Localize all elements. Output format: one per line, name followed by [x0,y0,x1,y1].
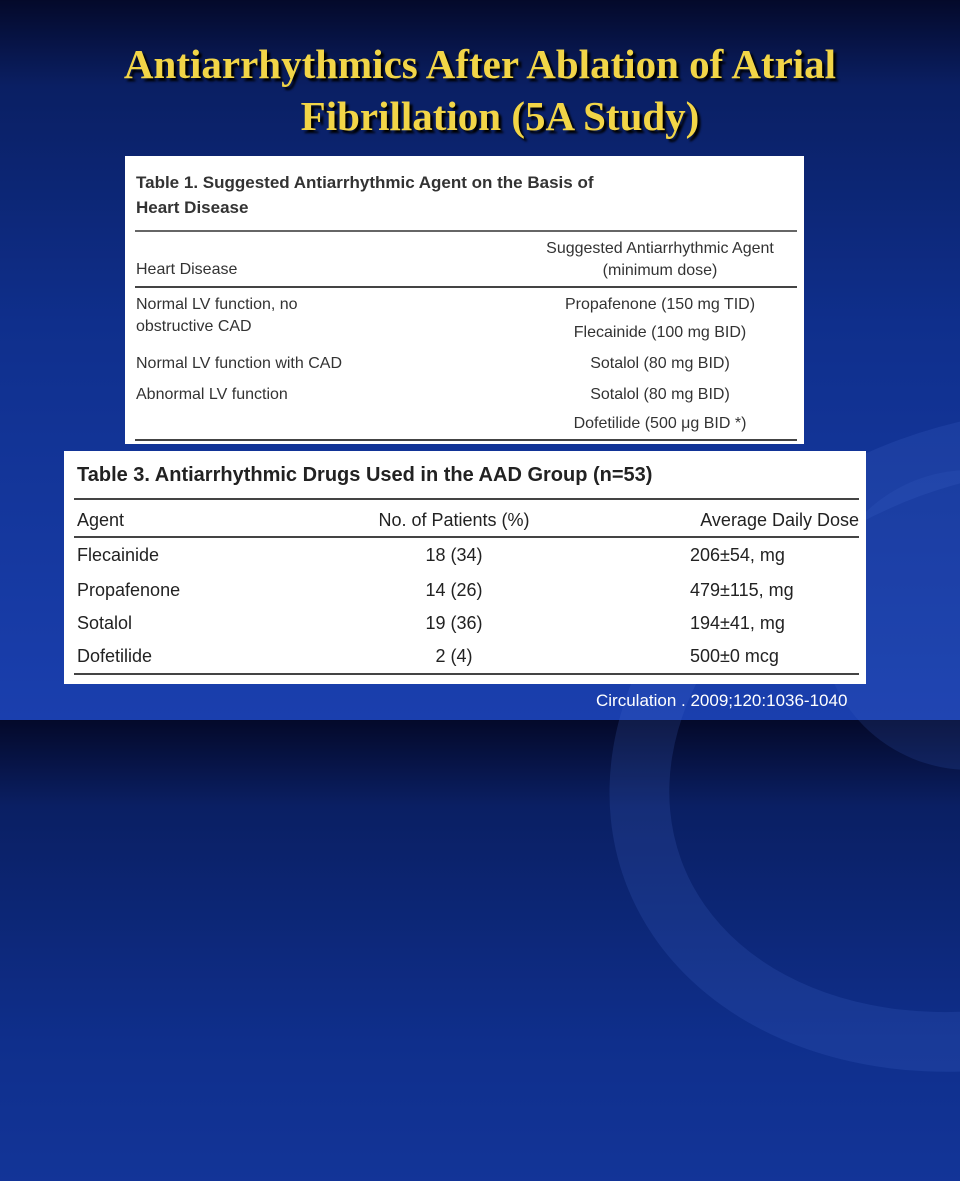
table-1-row-disease: Normal LV function, no [136,296,298,313]
table-1-row-disease: obstructive CAD [136,318,252,335]
table-1-bottom-rule [135,439,797,441]
table-3 [64,451,866,684]
table-3-row-dose: 500±0 mcg [690,646,779,666]
citation: Circulation . 2009;120:1036-1040 [596,691,848,710]
table-3-row-agent: Propafenone [77,580,181,600]
table-3-bottom-rule [74,673,859,675]
table-3-row-dose: 206±54, mg [690,545,785,565]
table-1-row-disease: Normal LV function with CAD [136,355,342,372]
table-1-row-agent: Flecainide (100 mg BID) [573,324,747,341]
slide-title-line-2: Fibrillation (5A Study) [300,93,700,139]
table-1-row-agent: Dofetilide (500 μg BID *) [573,415,747,432]
table-3-row-patients: 14 (26) [425,580,483,600]
table-1-row-agent: Propafenone (150 mg TID) [564,296,756,313]
table-3-header-dose: Average Daily Dose [700,510,859,530]
table-3-row-patients: 19 (36) [425,613,483,633]
table-1-top-rule [135,230,797,232]
table-1-header-disease: Heart Disease [136,261,238,278]
table-3-header-patients: No. of Patients (%) [378,510,530,530]
table-1-row-disease: Abnormal LV function [136,386,288,403]
table-1 [125,156,804,444]
table-3-row-dose: 194±41, mg [690,613,785,633]
table-3-row-agent: Dofetilide [77,646,153,666]
table-3-row-patients: 18 (34) [425,545,483,565]
table-3-row-patients: 2 (4) [435,646,473,666]
table-1-header-agent-line-2: (minimum dose) [602,262,718,279]
slide-title [40,38,920,142]
table-1-caption: Table 1. Suggested Antiarrhythmic Agent on the Basis of [136,173,594,192]
table-3-row-dose: 479±115, mg [690,580,794,600]
table-3-row-agent: Sotalol [77,613,133,633]
table-1-header-rule [135,286,797,288]
table-3-caption: Table 3. Antiarrhythmic Drugs Used in the AAD Group (n=53) [77,464,653,486]
table-3-top-rule [74,498,859,500]
table-3-row-agent: Flecainide [77,545,160,565]
table-1-row-agent: Sotalol (80 mg BID) [590,386,730,403]
table-1-header-agent-line-1: Suggested Antiarrhythmic Agent [546,240,774,257]
table-1-caption-line-2: Heart Disease [136,198,249,217]
table-3-header-agent: Agent [77,510,125,530]
table-1-row-agent: Sotalol (80 mg BID) [590,355,730,372]
slide-title-line-1: Antiarrhythmics After Ablation of Atrial [123,41,837,87]
table-3-header-rule [74,536,859,538]
